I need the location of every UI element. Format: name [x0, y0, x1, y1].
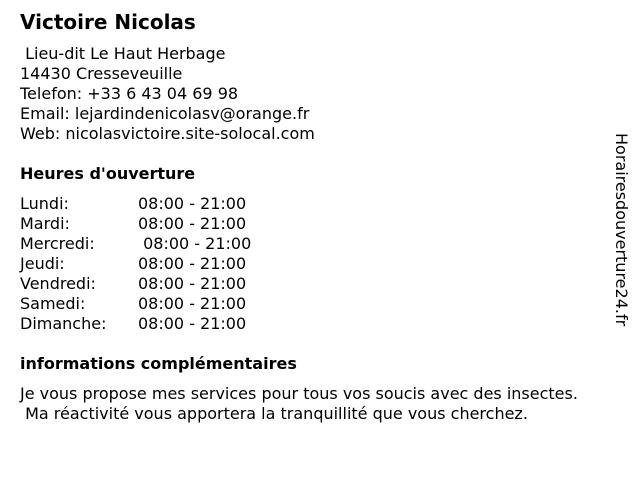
site-watermark: Horairesdouverture24.fr — [612, 133, 631, 327]
opening-hours-table — [20, 194, 251, 334]
website-link[interactable]: nicolasvictoire.site-solocal.com — [65, 124, 315, 143]
hours-time: 08:00 - 21:00 — [138, 274, 247, 293]
hours-time: 08:00 - 21:00 — [138, 214, 247, 233]
email-label: Email: — [20, 104, 70, 123]
hours-day: Samedi: — [20, 294, 86, 313]
city-address: 14430 Cresseveuille — [20, 64, 183, 83]
hours-row-tuesday — [20, 214, 251, 234]
hours-time: 08:00 - 21:00 — [138, 314, 247, 333]
hours-time: 08:00 - 21:00 — [138, 194, 247, 213]
info-line: Ma réactivité vous apportera la tranquillité que vous cherchez. — [20, 404, 528, 423]
info-line: Je vous propose mes services pour tous vos soucis avec des insectes. — [20, 384, 578, 403]
hours-day: Lundi: — [20, 194, 69, 213]
business-name: Victoire Nicolas — [20, 10, 196, 34]
hours-time: 08:00 - 21:00 — [138, 234, 252, 253]
hours-day: Mercredi: — [20, 234, 95, 253]
phone-number[interactable]: +33 6 43 04 69 98 — [87, 84, 239, 103]
hours-day: Mardi: — [20, 214, 70, 233]
phone-label: Telefon: — [20, 84, 83, 103]
email-address[interactable]: lejardindenicolasv@orange.fr — [74, 104, 310, 123]
additional-info-text — [20, 384, 578, 424]
hours-row-wednesday — [20, 234, 251, 254]
hours-row-sunday — [20, 314, 251, 334]
additional-info-heading: informations complémentaires — [20, 354, 297, 373]
opening-hours-heading: Heures d'ouverture — [20, 164, 196, 183]
email-line — [20, 104, 315, 124]
hours-row-thursday — [20, 254, 251, 274]
phone-line — [20, 84, 315, 104]
hours-day: Jeudi: — [20, 254, 65, 273]
hours-row-saturday — [20, 294, 251, 314]
hours-row-monday — [20, 194, 251, 214]
hours-day: Vendredi: — [20, 274, 96, 293]
web-label: Web: — [20, 124, 61, 143]
hours-row-friday — [20, 274, 251, 294]
web-line — [20, 124, 315, 144]
street-address: Lieu-dit Le Haut Herbage — [20, 44, 226, 63]
contact-block — [20, 44, 315, 144]
hours-day: Dimanche: — [20, 314, 107, 333]
hours-time: 08:00 - 21:00 — [138, 254, 247, 273]
hours-time: 08:00 - 21:00 — [138, 294, 247, 313]
